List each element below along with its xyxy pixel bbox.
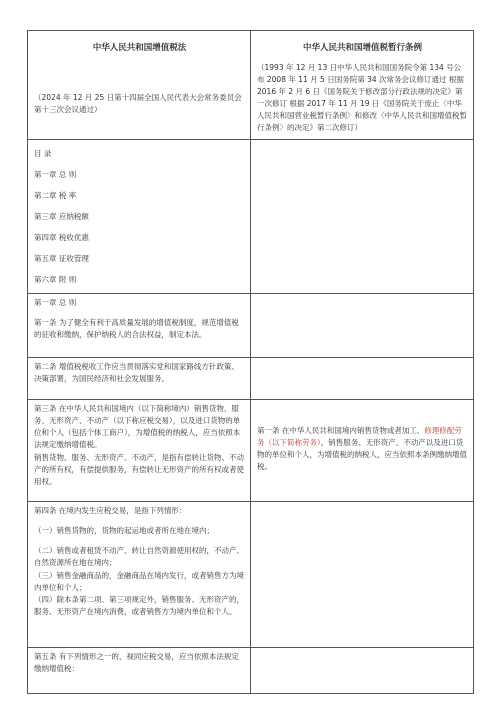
toc-title: 目 录 bbox=[34, 149, 52, 158]
table-row-article3 bbox=[28, 400, 474, 502]
regulation-article-1-text: 第一条 在中华人民共和国境内销售货物或者加工、修理修配劳务（以下简称劳务），销售服务、无形资产、不动产以及进口货物的单位和个人，为增值税的纳税人，应当依照本条例缴纳增值税。 bbox=[257, 426, 467, 472]
article-4-item: （三）销售金融商品的，金融商品在境内发行，或者销售方为境内单位和个人； bbox=[34, 570, 244, 592]
article-2-cell bbox=[28, 358, 251, 400]
table-row-article4 bbox=[28, 502, 474, 648]
table-row-toc bbox=[28, 140, 474, 294]
left-law-note: （2024 年 12 月 25 日第十四届全国人民代表大会常务委员会第十三次会议通过） bbox=[34, 92, 242, 114]
article-1-text: 第一条 为了健全有利于高质量发展的增值税制度，规范增值税的征收和缴纳，保护纳税人的合法权益，制定本法。 bbox=[34, 318, 239, 340]
empty-cell bbox=[251, 648, 474, 694]
article-5-text: 第五条 有下列情形之一的，视同应税交易，应当依照本法规定缴纳增值税： bbox=[34, 652, 239, 674]
article-3-text-2: 销售货物、服务、无形资产、不动产，是指有偿转让货物、不动产的所有权，有偿提供服务，有偿转让无形资产的所有权或者使用权。 bbox=[34, 452, 244, 486]
article-4-intro: 第四条 在境内发生应税交易，是指下列情形： bbox=[34, 506, 187, 515]
empty-cell bbox=[251, 358, 474, 400]
highlighted-text: 修理修配劳务（以下简称劳务） bbox=[257, 426, 462, 448]
chapter1-cell bbox=[28, 294, 251, 358]
empty-cell bbox=[251, 294, 474, 358]
empty-cell bbox=[251, 502, 474, 648]
table-header-row bbox=[28, 31, 474, 140]
article-3-text: 第三条 在中华人民共和国境内（以下简称境内）销售货物、服务、无形资产、不动产（以下称应税交易），以及进口货物的单位和个人（包括个体工商户），为增值税的纳税人，应当依照本法规定缴纳增值税。 bbox=[34, 404, 241, 450]
left-header-cell bbox=[28, 31, 251, 140]
article-5-cell bbox=[28, 648, 251, 694]
toc-item: 第六章 附 则 bbox=[34, 275, 77, 284]
table-row-chapter1 bbox=[28, 294, 474, 358]
toc-item: 第五章 征收管理 bbox=[34, 254, 89, 263]
right-regulation-title: 中华人民共和国增值税暂行条例 bbox=[302, 43, 422, 53]
chapter-heading: 第一章 总 则 bbox=[34, 298, 77, 307]
comparison-table bbox=[27, 30, 474, 694]
article-4-item: （四）除本条第二项、第三项规定外，销售服务、无形资产的，服务、无形资产在境内消费，或者销售方为境内单位和个人。 bbox=[34, 594, 244, 616]
table-row-article5 bbox=[28, 648, 474, 694]
left-law-title: 中华人民共和国增值税法 bbox=[92, 43, 187, 53]
toc-item: 第四章 税收优惠 bbox=[34, 233, 89, 242]
toc-cell bbox=[28, 140, 251, 294]
article-2-text: 第二条 增值税税收工作应当贯彻落实党和国家路线方针政策、决策部署，为国民经济和社会发展服务。 bbox=[34, 362, 239, 384]
toc-item: 第三章 应纳税额 bbox=[34, 212, 89, 221]
toc-item: 第一章 总 则 bbox=[34, 170, 77, 179]
article-4-item: （一）销售货物的，货物的起运地或者所在地在境内； bbox=[34, 526, 214, 536]
article-3-cell bbox=[28, 400, 251, 502]
right-regulation-note: （1993 年 12 月 13 日中华人民共和国国务院令第 134 号公布 2008 年 11 月 5 日国务院第 34 次常务会议修订通过 根据 2016 年 2 月 6 日《国务院关于修改部分行政法规的决定》第一次修订 根据 2017 年 11 月 19 日《国务院关于废止〈中华人民共和国营业税暂行条例〉和修改〈中华人民共和国增值税暂行条例〉的决定》第二次修订） bbox=[257, 62, 467, 133]
toc-item: 第二章 税 率 bbox=[34, 191, 77, 200]
article-4-item: （二）销售或者租赁不动产、转让自然资源使用权的，不动产、自然资源所在地在境内； bbox=[34, 546, 244, 568]
right-header-cell bbox=[251, 31, 474, 140]
article-4-cell bbox=[28, 502, 251, 648]
table-row-article2 bbox=[28, 358, 474, 400]
empty-cell bbox=[251, 140, 474, 294]
regulation-article-1-cell bbox=[251, 400, 474, 502]
